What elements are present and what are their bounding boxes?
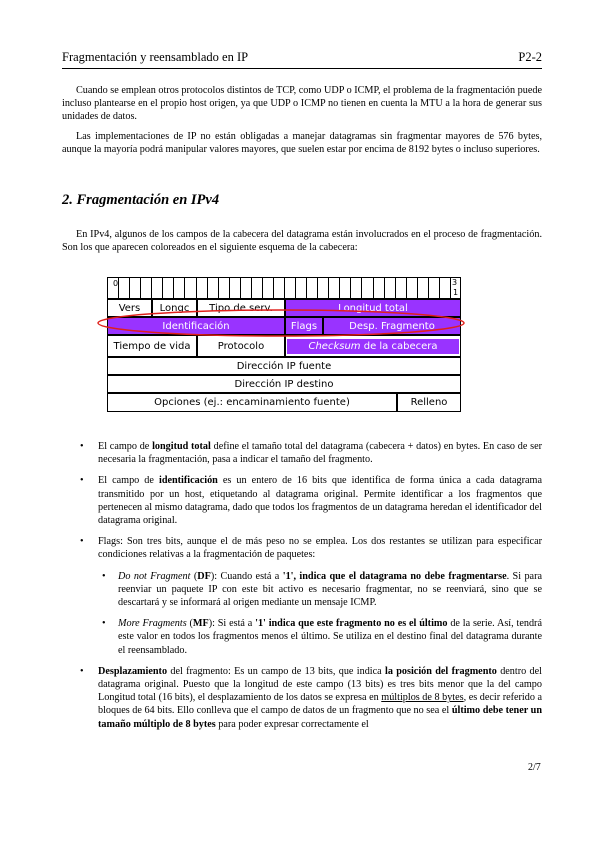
bit-tick xyxy=(207,277,208,299)
bit-tick xyxy=(450,277,451,299)
header-page-code: P2-2 xyxy=(518,50,542,64)
subbullet-dot: • xyxy=(102,570,106,582)
bit-tick xyxy=(406,277,407,299)
subbullet-mf: • More Fragments (MF): Si está a '1' indica que este fragmento no es el último de la serie. Así, tendrá este valor en todos los fragmentos menos el último. Se utiliza en el destino final del datagrama durante el reensamblado. xyxy=(102,618,542,656)
checksum-italic: Checksum xyxy=(308,340,361,352)
bit-tick xyxy=(284,277,285,299)
bit-tick xyxy=(361,277,362,299)
field-opciones: Opciones (ej.: encaminamiento fuente) xyxy=(107,393,397,412)
bit-tick xyxy=(218,277,219,299)
bit-tick xyxy=(129,277,130,299)
ipv4-header-diagram xyxy=(107,277,461,412)
bit-tick xyxy=(173,277,174,299)
bit-tick xyxy=(273,277,274,299)
bit-tick xyxy=(196,277,197,299)
page-header xyxy=(62,50,542,68)
field-relleno: Relleno xyxy=(397,393,461,412)
bit-tick xyxy=(328,277,329,299)
bit-tick xyxy=(350,277,351,299)
field-longitud-total: Longitud total xyxy=(285,299,461,317)
bullet-desplazamiento: • Desplazamiento del fragmento: Es un campo de 13 bits, que indica la posición del fragmento dentro del datagrama original. Puesto que la longitud de este campo (13 bits) es tres bits menor que la del campo Longitud total (16 bits), el desplazamiento de los datos se expresa en múltiplos de 8 bytes, es decir referido a bloques de 64 bits. Ello conlleva que el campo de datos de un fragmento que no sea el último debe tener un tamaño múltiplo de 8 bytes para poder expresar correctamente el xyxy=(80,665,543,730)
bit-label-end-b: 1 xyxy=(453,288,459,297)
bit-tick xyxy=(262,277,263,299)
field-tiempo-vida: Tiempo de vida xyxy=(107,335,197,357)
subbullet-dot: • xyxy=(102,618,106,630)
section-title: 2. Fragmentación en IPv4 xyxy=(62,192,220,208)
header-title: Fragmentación y reensamblado en IP xyxy=(62,50,249,64)
section-intro xyxy=(62,228,542,260)
bit-tick xyxy=(306,277,307,299)
highlight-ellipse xyxy=(96,308,466,338)
bit-label-end-a: 3 xyxy=(452,278,458,287)
field-vers: Vers xyxy=(107,299,152,317)
field-identificacion: Identificación xyxy=(107,317,285,335)
bit-tick xyxy=(295,277,296,299)
page-number: 2/7 xyxy=(528,762,541,773)
bit-label-start: 0 xyxy=(113,279,119,288)
subbullet-df: • Do not Fragment (DF): Cuando está a '1', indica que el datagrama no debe fragmentarse. Si para reenviar un paquete IP con este bit activo es necesario fragmentar, no se reenviará, sino que se descartará y se informará al origen mediante un mensaje ICMP. xyxy=(102,570,542,609)
bit-tick xyxy=(251,277,252,299)
intro-paragraph-2: Las implementaciones de IP no están obligadas a manejar datagramas sin fragmentar mayores de 576 bytes, aunque la mayoría podrá manipular valores mayores, que suelen estar por encima de 8192 bytes o incluso superiores. xyxy=(62,130,542,155)
bullet-longitud-total: • El campo de longitud total define el tamaño total del datagrama (cabecera + datos) en bytes. En caso de ser necesaria la fragmentación, pasa a indicar el tamaño del fragmento. xyxy=(80,441,543,466)
bullet-dot: • xyxy=(80,475,84,487)
bit-tick xyxy=(417,277,418,299)
field-protocolo: Protocolo xyxy=(197,335,285,357)
field-checksum-cell xyxy=(285,335,461,357)
bit-tick xyxy=(240,277,241,299)
bit-tick xyxy=(229,277,230,299)
bit-tick xyxy=(118,277,119,299)
field-tipo-servicio: Tipo de serv. xyxy=(197,299,285,317)
bit-tick xyxy=(162,277,163,299)
bit-tick xyxy=(395,277,396,299)
header-rule xyxy=(62,68,542,69)
intro-text xyxy=(62,84,542,162)
bullet-dot: • xyxy=(80,665,84,677)
checksum-rest: de la cabecera xyxy=(360,340,438,352)
bit-tick xyxy=(373,277,374,299)
bit-tick xyxy=(428,277,429,299)
bullet-flags: • Flags: Son tres bits, aunque el de más peso no se emplea. Los dos restantes se utilizan para especificar condiciones relativas a la fragmentación de paquetes: xyxy=(80,536,542,561)
field-flags: Flags xyxy=(285,317,323,335)
bit-tick xyxy=(339,277,340,299)
bit-tick xyxy=(184,277,185,299)
bit-tick xyxy=(317,277,318,299)
field-ip-destino: Dirección IP destino xyxy=(107,375,461,393)
bullet-dot: • xyxy=(80,536,84,548)
bit-tick xyxy=(384,277,385,299)
bit-tick xyxy=(151,277,152,299)
section-paragraph: En IPv4, algunos de los campos de la cabecera del datagrama están involucrados en el proceso de fragmentación. Son los que aparecen coloreados en el siguiente esquema de la cabecera: xyxy=(62,229,542,254)
bullet-identificacion: • El campo de identificación es un entero de 16 bits que identifica de forma única a cada datagrama transmitido por un host, etiquetando al datagrama original. Permite identificar a los fragmentos que pertenecen al mismo datagrama, dado que todos los fragmentos de un datagrama heredan el identificador del datagrama original. xyxy=(80,475,542,527)
bit-tick xyxy=(140,277,141,299)
field-longc: Longc xyxy=(152,299,197,317)
bullet-dot: • xyxy=(80,441,84,452)
field-desplazamiento: Desp. Fragmento xyxy=(323,317,461,335)
intro-paragraph-1: Cuando se emplean otros protocolos distintos de TCP, como UDP o ICMP, el problema de la fragmentación puede incluso plantearse en el propio host origen, ya que UDP o ICMP no tienen en cuenta la MTU a la hora de generar sus unidades de datos. xyxy=(62,85,542,123)
bit-tick xyxy=(439,277,440,299)
bullet-list xyxy=(62,440,542,739)
field-ip-fuente: Dirección IP fuente xyxy=(107,357,461,375)
